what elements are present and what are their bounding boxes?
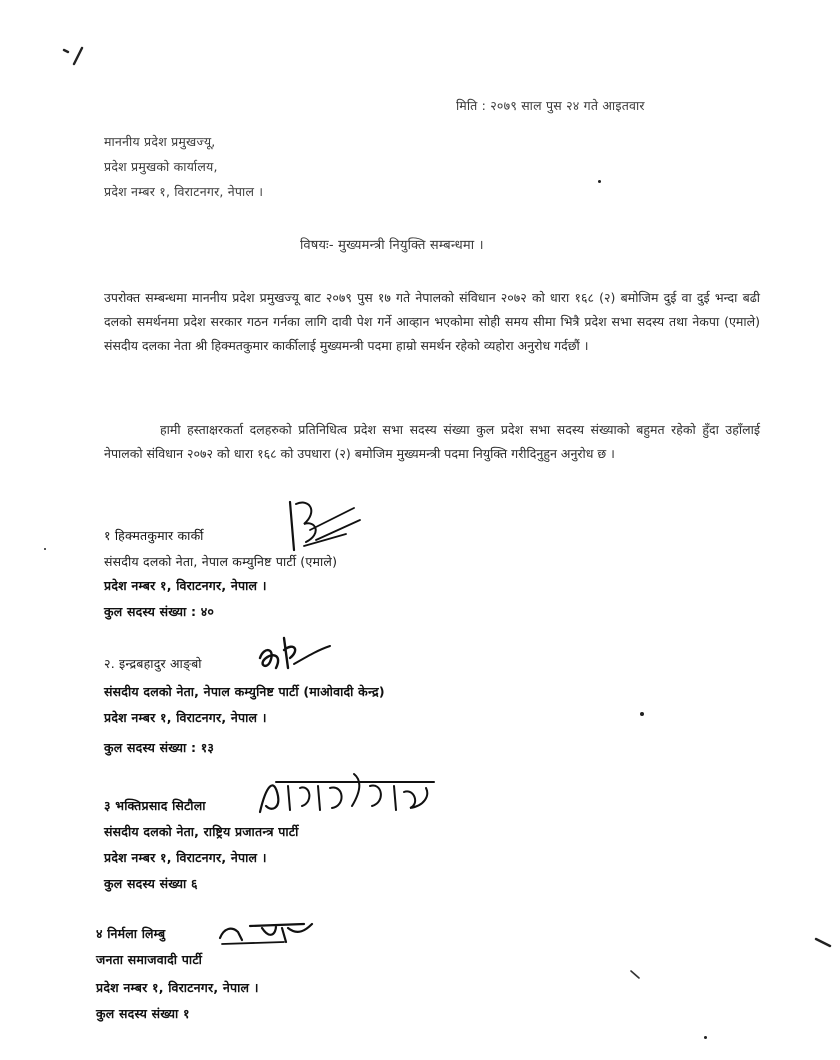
signatory-2-members: कुल सदस्य संख्या : १३ [104,740,215,755]
scan-speck [704,1036,707,1039]
signatory-3-address: प्रदेश नम्बर १, विराटनगर, नेपाल । [104,850,267,865]
signature-1-image [276,490,366,560]
signatory-3-name: ३ भक्तिप्रसाद सिटौला [104,798,206,813]
addressee-line-3: प्रदेश नम्बर १, विराटनगर, नेपाल । [104,184,264,199]
signatory-1-address: प्रदेश नम्बर १, विराटनगर, नेपाल । [104,578,267,593]
addressee-line-2: प्रदेश प्रमुखको कार्यालय, [104,159,218,174]
signatory-3-members: कुल सदस्य संख्या ६ [104,876,198,891]
scan-speck [598,180,601,183]
date-line: मिति : २०७९ साल पुस २४ गते आइतवार [456,98,645,113]
signatory-1-role: संसदीय दलको नेता, नेपाल कम्युनिष्ट पार्टी (एमाले) [104,554,338,569]
signatory-3-role: संसदीय दलको नेता, राष्ट्रिय प्रजातन्त्र पार्टी [104,824,299,839]
stray-pen-mark [814,936,834,950]
signatory-4-name: ४ निर्मला लिम्बु [96,926,166,941]
body-paragraph-2: हामी हस्ताक्षरकर्ता दलहरुको प्रतिनिधित्व प्रदेश सभा सदस्य संख्या कुल प्रदेश सभा सदस्य संख्याको बहुमत रहेको हुँदा उहाँलाई नेपालको संविधान २०७२ को धारा १६८ को उपधारा (२) बमोजिम मुख्यमन्त्री पदमा नियुक्ति गरीदिनुहुन अनुरोध छ । [104,422,760,461]
signatory-2-role: संसदीय दलको नेता, नेपाल कम्युनिष्ट पार्टी (माओवादी केन्द्र) [104,684,385,699]
scan-speck [640,712,644,716]
body-paragraph-1: उपरोक्त सम्बन्धमा माननीय प्रदेश प्रमुखज्यू बाट २०७९ पुस १७ गते नेपालको संविधान २०७२ को धारा १६८ (२) बमोजिम दुई वा दुई भन्दा बढी दलको समर्थनमा प्रदेश सरकार गठन गर्नका लागि दावी पेश गर्ने आव्हान भएकोमा सोही समय सीमा भित्रै प्रदेश सभा सदस्य तथा नेकपा (एमाले) संसदीय दलका नेता श्री हिक्मतकुमार कार्कीलाई मुख्यमन्त्री पदमा हाम्रो समर्थन रहेको व्यहोरा अनुरोध गर्दछौं । [104,290,760,353]
signatory-4-members: कुल सदस्य संख्या १ [96,1006,190,1021]
signatory-2-address: प्रदेश नम्बर १, विराटनगर, नेपाल । [104,710,267,725]
signatory-2-name: २. इन्द्रबहादुर आङ्बो [104,656,202,671]
signature-2-image [254,628,334,678]
signatory-4-role: जनता समाजवादी पार्टी [96,952,203,967]
signature-3-image [254,766,440,820]
signature-4-image [214,914,318,950]
stray-pen-mark [60,40,90,70]
addressee-line-1: माननीय प्रदेश प्रमुखज्यू, [104,134,216,149]
subject-line: विषयः- मुख्यमन्त्री नियुक्ति सम्बन्धमा । [300,238,484,253]
scan-speck [44,548,46,550]
signatory-4-address: प्रदेश नम्बर १, विराटनगर, नेपाल । [96,980,259,995]
signatory-1-members: कुल सदस्य संख्या : ४० [104,604,215,619]
stray-pen-mark [628,968,644,984]
signatory-1-name: १ हिक्मतकुमार कार्की [104,528,204,543]
